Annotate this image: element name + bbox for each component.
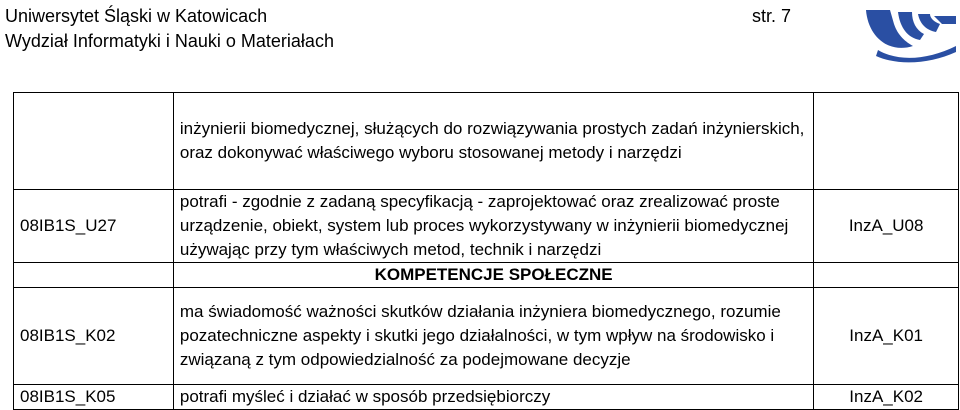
table-row (14, 190, 959, 263)
outcome-reference: InzA_K02 (814, 385, 959, 410)
outcome-description: ma świadomość ważności skutków działania inżyniera biomedycznego, rozumie pozatechniczne aspekty i skutki jego działalności, w tym wpływ na środowisko i związaną z tym odpowiedzialność za podejmowane decyzje (173, 288, 813, 385)
outcome-reference (814, 93, 959, 190)
outcome-description: potrafi - zgodnie z zadaną specyfikacją - zaprojektować oraz zrealizować proste urządzenie, obiekt, system lub proces wykorzystywany w inżynierii biomedycznej używając przy tym właściwych metod, technik i narzędzi (173, 190, 813, 263)
section-spacer (14, 263, 174, 288)
faculty-name: Wydział Informatyki i Nauki o Materiałach (5, 31, 334, 51)
outcome-code: 08IB1S_U27 (14, 190, 174, 263)
outcome-code (14, 93, 174, 190)
page-header (0, 0, 960, 60)
outcome-description: potrafi myśleć i działać w sposób przedsiębiorczy (173, 385, 813, 410)
university-logo (858, 6, 958, 64)
university-name: Uniwersytet Śląski w Katowicach (5, 6, 268, 26)
outcome-description: inżynierii biomedycznej, służących do rozwiązywania prostych zadań inżynierskich, oraz dokonywać właściwego wyboru stosowanej metody i narzędzi (173, 93, 813, 190)
outcome-reference: InzA_K01 (814, 288, 959, 385)
table-row (14, 385, 959, 410)
table-row (14, 288, 959, 385)
section-spacer (814, 263, 959, 288)
outcome-reference: InzA_U08 (814, 190, 959, 263)
outcome-code: 08IB1S_K05 (14, 385, 174, 410)
outcome-code: 08IB1S_K02 (14, 288, 174, 385)
section-heading: KOMPETENCJE SPOŁECZNE (173, 263, 813, 288)
section-row (14, 263, 959, 288)
page-number: str. 7 (752, 6, 792, 26)
learning-outcomes-table (13, 92, 959, 410)
table-row (14, 93, 959, 190)
logo-icon (858, 6, 958, 64)
